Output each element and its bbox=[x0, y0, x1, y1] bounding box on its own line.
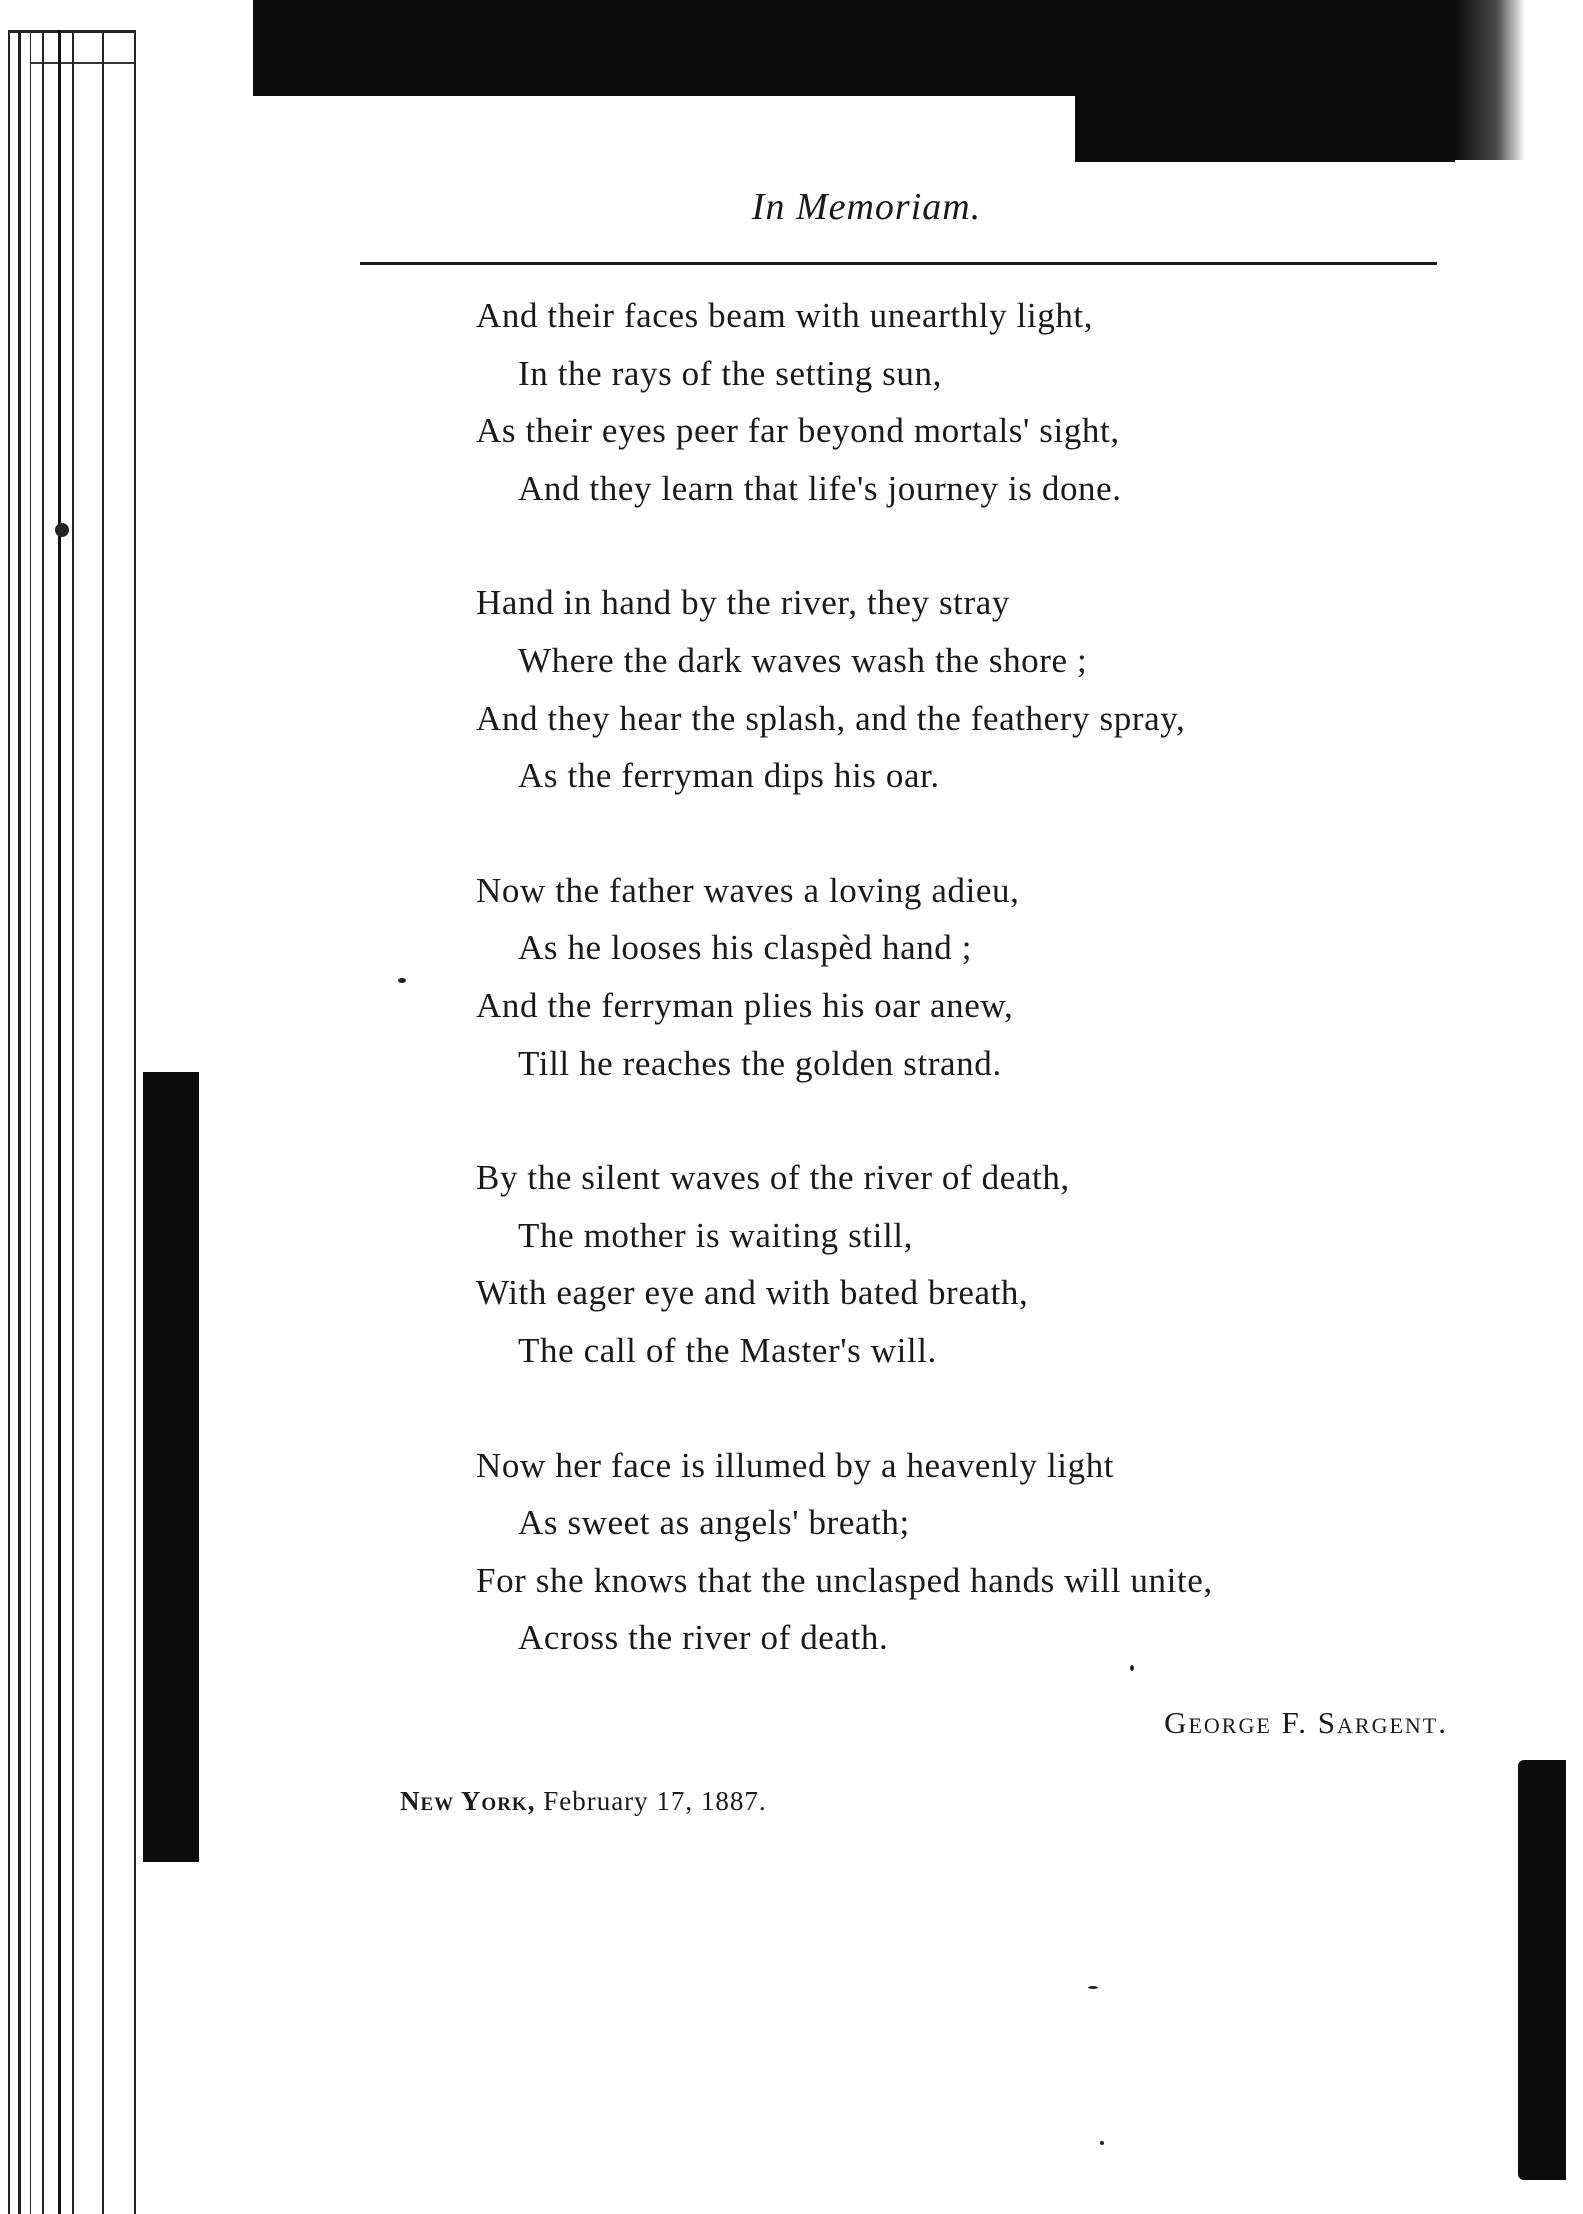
dateline-place: New York, bbox=[400, 1786, 536, 1816]
poem-line: As he looses his claspèd hand ; bbox=[518, 928, 973, 968]
scan-edge-top-right bbox=[1075, 90, 1455, 162]
poem-line: By the silent waves of the river of death, bbox=[476, 1158, 1070, 1198]
scan-speck bbox=[1100, 2141, 1104, 2145]
scan-speck bbox=[55, 523, 69, 537]
poem-line: And the ferryman plies his oar anew, bbox=[476, 985, 1014, 1025]
poem-line: Across the river of death. bbox=[518, 1618, 889, 1658]
scan-edge-cap-secondary bbox=[30, 62, 136, 64]
stanza bbox=[476, 862, 1476, 1092]
poem-line: And their faces beam with unearthly light, bbox=[476, 296, 1094, 335]
poem-line: As the ferryman dips his oar. bbox=[518, 756, 940, 796]
stanza bbox=[476, 1437, 1476, 1667]
scan-edge-dark-strip-left bbox=[143, 1072, 199, 1862]
scan-edge-dark-strip-right bbox=[1518, 1760, 1566, 2180]
dateline bbox=[400, 1786, 767, 1817]
poem-line: The call of the Master's will. bbox=[518, 1330, 937, 1370]
running-head: In Memoriam. bbox=[751, 186, 982, 228]
scan-edge-line bbox=[102, 30, 104, 2214]
poem-line: With eager eye and with bated breath, bbox=[476, 1273, 1029, 1313]
scan-edge-top-tail bbox=[1455, 0, 1525, 160]
poem-line: As sweet as angels' breath; bbox=[518, 1503, 910, 1543]
poem-line: Where the dark waves wash the shore ; bbox=[518, 640, 1088, 680]
head-rule bbox=[360, 262, 1437, 265]
stanza bbox=[476, 574, 1476, 804]
scan-edge-line bbox=[18, 30, 21, 2214]
scan-edge-line bbox=[8, 30, 10, 2214]
scan-edge-line bbox=[30, 30, 31, 2214]
dateline-date: February 17, 1887. bbox=[543, 1786, 767, 1816]
scan-speck bbox=[398, 978, 406, 983]
scan-speck bbox=[1088, 1986, 1098, 1989]
stanza bbox=[476, 287, 1476, 517]
poem-line: Now her face is illumed by a heavenly light bbox=[476, 1445, 1115, 1485]
poem bbox=[476, 287, 1476, 1724]
poem-line: For she knows that the unclasped hands will unite, bbox=[476, 1560, 1213, 1600]
scan-edge-line bbox=[134, 30, 136, 2214]
poem-line: And they learn that life's journey is done. bbox=[518, 468, 1122, 508]
poem-line: Now the father waves a loving adieu, bbox=[476, 870, 1020, 910]
scan-edge-top bbox=[253, 0, 1480, 96]
poem-line: As their eyes peer far beyond mortals' sight, bbox=[476, 411, 1120, 451]
scan-edge-line bbox=[42, 30, 44, 2214]
poem-line: In the rays of the setting sun, bbox=[518, 353, 942, 393]
poem-line: Till he reaches the golden strand. bbox=[518, 1043, 1002, 1083]
scan-edge-line bbox=[58, 30, 61, 2214]
scan-edge-line bbox=[72, 30, 74, 2214]
poem-line: And they hear the splash, and the feathery spray, bbox=[476, 698, 1186, 738]
poem-line: The mother is waiting still, bbox=[518, 1215, 913, 1255]
author-signature: George F. Sargent. bbox=[1164, 1705, 1448, 1740]
stanza bbox=[476, 1149, 1476, 1379]
poem-line: Hand in hand by the river, they stray bbox=[476, 583, 1010, 623]
